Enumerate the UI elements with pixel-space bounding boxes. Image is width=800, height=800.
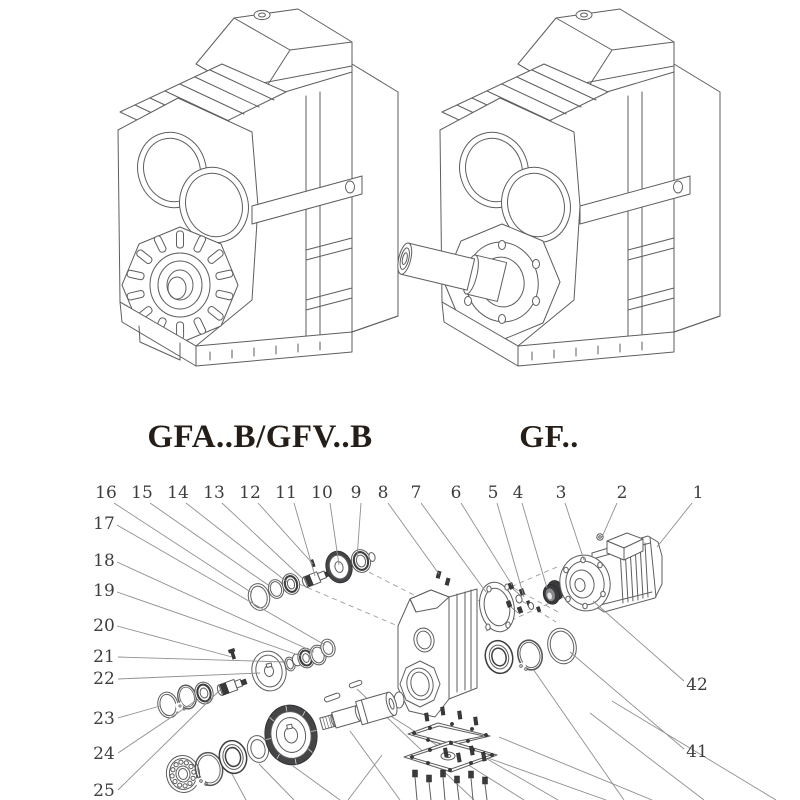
callout-number-11: 11 [275,483,297,503]
gearbox-left-drawing [118,9,398,366]
callout-number-41: 41 [686,742,708,762]
leader-line-19 [117,592,301,656]
callout-number-25: 25 [93,781,115,800]
leader-line-20 [117,626,232,657]
leader-line-15 [150,503,271,587]
callout-number-2: 2 [616,483,628,503]
leader-line-18 [117,562,314,652]
leader-line-23 [118,706,160,718]
retaining-ring [515,637,546,672]
callout-number-15: 15 [131,483,153,503]
shim-ring [544,625,580,667]
exploded-view [93,483,776,800]
leader-line-8 [388,503,439,574]
callout-number-17: 17 [93,514,115,534]
leader-line-12 [258,503,313,564]
leader-line-4 [522,503,547,588]
callout-number-19: 19 [93,581,115,601]
callout-number-12: 12 [239,483,261,503]
screw-20 [228,648,237,659]
gear-housing [394,571,477,717]
callout-number-10: 10 [311,483,333,503]
callout-number-21: 21 [93,647,115,667]
oil-seal [482,638,517,677]
leader-line-6 [461,503,512,585]
leader-line-42 [593,601,684,681]
callout-number-20: 20 [93,616,115,636]
callout-number-7: 7 [410,483,422,503]
callout-number-4: 4 [512,483,524,503]
leader-line-14 [186,503,287,582]
shaft-key [324,692,341,702]
callout-number-23: 23 [93,709,115,729]
callout-number-9: 9 [350,483,362,503]
model-label-left: GFA..B/GFV..B [147,419,373,455]
callout-number-14: 14 [167,483,189,503]
model-label-right: GF.. [519,418,579,454]
callout-number-5: 5 [487,483,499,503]
motor-drawing [555,533,662,616]
leader-line-16 [114,503,252,593]
callout-number-24: 24 [93,744,115,764]
hanging-bolts [413,770,488,800]
leader-line-3 [565,503,584,560]
leader-line-2 [602,503,617,537]
callout-number-18: 18 [93,551,115,571]
callout-number-42: 42 [686,675,708,695]
intermediate-pinion [216,676,248,697]
input-shaft-assembly [245,547,376,612]
callout-number-22: 22 [93,669,115,689]
callout-number-1: 1 [692,483,704,503]
callout-number-16: 16 [95,483,117,503]
leader-line-11 [294,503,315,576]
gearbox-right-drawing [394,9,720,366]
callout-number-6: 6 [450,483,462,503]
shaft-key-2 [349,680,363,689]
leader-line-7 [421,503,486,592]
bottom-cover-assembly [404,707,497,800]
leader-line-1 [657,503,692,547]
leader-line-24 [118,700,197,753]
callout-number-3: 3 [555,483,567,503]
leader-line-22 [118,673,260,679]
main-gear [260,701,322,769]
callout-number-8: 8 [377,483,389,503]
callout-number-13: 13 [203,483,225,503]
